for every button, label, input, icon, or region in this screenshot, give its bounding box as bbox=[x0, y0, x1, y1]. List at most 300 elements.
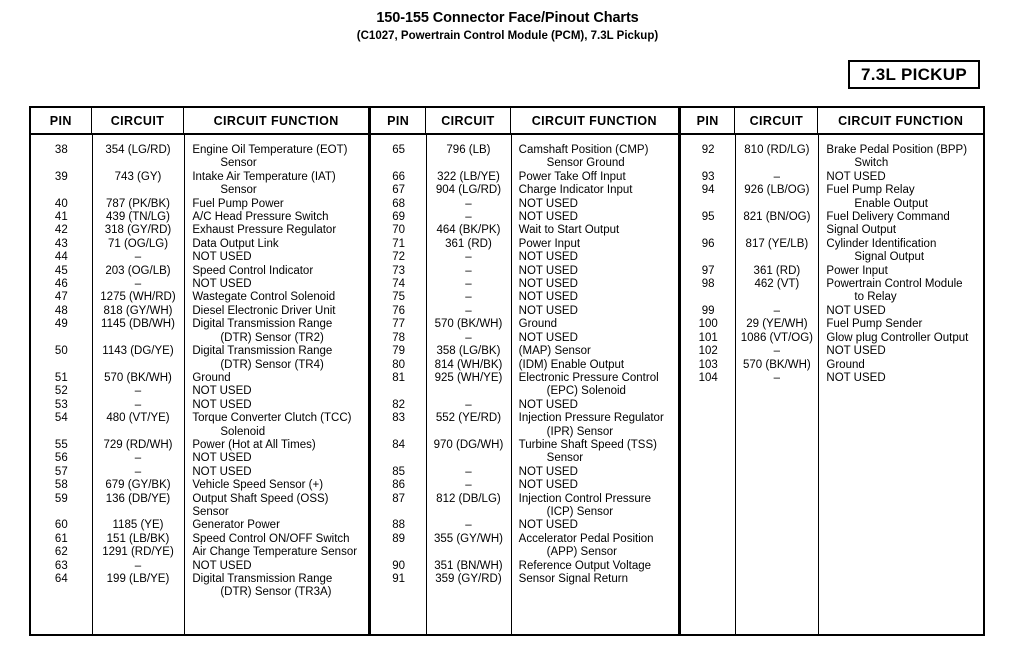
circuit-function-line: Reference Output Voltage bbox=[518, 559, 652, 572]
table-row bbox=[371, 519, 678, 532]
circuit-function bbox=[511, 345, 678, 358]
circuit-function-line: NOT USED bbox=[826, 345, 886, 358]
circuit-code: 818 (GY/WH) bbox=[103, 304, 173, 317]
circuit-function-line: (IDM) Enable Output bbox=[518, 358, 625, 371]
circuit-code: – bbox=[465, 479, 472, 492]
circuit-function bbox=[511, 560, 678, 573]
table-row bbox=[371, 171, 678, 184]
column-header-pin: PIN bbox=[371, 108, 426, 133]
circuit-function bbox=[184, 198, 368, 211]
circuit-code: – bbox=[134, 398, 142, 411]
table-row bbox=[31, 265, 368, 278]
pin-number: 78 bbox=[392, 331, 406, 344]
circuit-code: 1275 (WH/RD) bbox=[100, 291, 176, 304]
circuit-function-line-continued: Enable Output bbox=[854, 197, 928, 210]
pin-number: 92 bbox=[701, 144, 715, 156]
circuit-function-line: Ground bbox=[518, 318, 558, 331]
circuit-function bbox=[184, 573, 368, 600]
pin-number: 54 bbox=[54, 412, 68, 425]
pin-number: 89 bbox=[392, 532, 406, 545]
circuit-function bbox=[511, 399, 678, 412]
circuit-function-line: Data Output Link bbox=[192, 237, 279, 250]
circuit-code: 318 (GY/RD) bbox=[104, 224, 172, 237]
circuit-function bbox=[818, 171, 983, 184]
circuit-function bbox=[184, 251, 368, 264]
circuit-code: 814 (WH/BK) bbox=[434, 358, 503, 371]
table-row bbox=[371, 251, 678, 264]
column-header-function: CIRCUIT FUNCTION bbox=[838, 113, 964, 128]
circuit-code: 29 (YE/WH) bbox=[746, 318, 808, 331]
circuit-code: 679 (GY/BK) bbox=[105, 479, 171, 492]
table-row bbox=[371, 224, 678, 237]
circuit-code: – bbox=[465, 291, 472, 304]
circuit-function-line-continued: Sensor bbox=[220, 157, 257, 170]
pin-number: 98 bbox=[701, 278, 715, 291]
circuit-function-line: (MAP) Sensor bbox=[518, 345, 591, 358]
circuit-function bbox=[184, 466, 368, 479]
pin-number: 59 bbox=[54, 492, 68, 505]
circuit-function-line: Engine Oil Temperature (EOT) bbox=[192, 144, 348, 156]
pin-number: 64 bbox=[54, 573, 68, 585]
circuit-function bbox=[184, 211, 368, 224]
circuit-function-line: NOT USED bbox=[518, 197, 578, 210]
circuit-function-line: NOT USED bbox=[518, 519, 578, 532]
pin-number: 67 bbox=[392, 184, 406, 197]
pin-number: 96 bbox=[701, 237, 715, 250]
pin-number: 53 bbox=[54, 398, 68, 411]
pin-number: 45 bbox=[54, 264, 68, 277]
pin-number: 46 bbox=[54, 278, 68, 291]
circuit-function-line: Speed Control ON/OFF Switch bbox=[192, 532, 350, 545]
circuit-function bbox=[184, 318, 368, 345]
table-row bbox=[31, 412, 368, 439]
circuit-function-line: NOT USED bbox=[518, 479, 578, 492]
pin-number: 76 bbox=[392, 304, 406, 317]
circuit-function-line-continued: Sensor bbox=[546, 452, 584, 465]
circuit-code: 136 (DB/YE) bbox=[105, 492, 171, 505]
circuit-code: – bbox=[465, 398, 472, 411]
circuit-function-line: NOT USED bbox=[192, 452, 252, 465]
document-header bbox=[0, 0, 1015, 44]
table-rows bbox=[31, 135, 368, 634]
circuit-function-line: NOT USED bbox=[192, 251, 252, 264]
pin-number: 83 bbox=[392, 412, 406, 425]
circuit-function bbox=[184, 452, 368, 465]
circuit-code: – bbox=[773, 371, 781, 384]
table-row bbox=[31, 318, 368, 345]
circuit-function-line: NOT USED bbox=[826, 170, 886, 183]
table-row bbox=[31, 493, 368, 520]
circuit-function-line: NOT USED bbox=[192, 385, 252, 398]
circuit-code: 462 (VT) bbox=[754, 278, 800, 291]
circuit-code: 1086 (VT/OG) bbox=[740, 331, 813, 344]
circuit-function bbox=[511, 198, 678, 211]
circuit-code: 480 (VT/YE) bbox=[106, 412, 170, 425]
pin-number: 88 bbox=[392, 519, 406, 532]
circuit-function bbox=[184, 265, 368, 278]
table-row bbox=[681, 278, 983, 305]
pin-number: 51 bbox=[54, 371, 68, 384]
pin-number: 84 bbox=[392, 438, 406, 451]
circuit-code: 1185 (YE) bbox=[112, 519, 164, 532]
circuit-code: 570 (BK/WH) bbox=[743, 358, 811, 371]
circuit-function-line: Injection Control Pressure bbox=[518, 492, 651, 505]
circuit-function bbox=[818, 184, 983, 211]
circuit-code: 355 (GY/WH) bbox=[433, 532, 503, 545]
circuit-code: 810 (RD/LG) bbox=[744, 144, 810, 156]
circuit-function-line: Power (Hot at All Times) bbox=[192, 438, 316, 451]
table-rows bbox=[681, 135, 983, 634]
pin-number: 60 bbox=[54, 519, 68, 532]
circuit-code: 812 (DB/LG) bbox=[436, 492, 501, 505]
table-header-row bbox=[681, 108, 983, 135]
table-row bbox=[31, 291, 368, 304]
table-header-row bbox=[31, 108, 368, 135]
pin-number: 72 bbox=[392, 251, 406, 264]
table-row bbox=[31, 466, 368, 479]
circuit-function-line: Electronic Pressure Control bbox=[518, 371, 659, 384]
circuit-function-line: Torque Converter Clutch (TCC) bbox=[192, 412, 352, 425]
circuit-function bbox=[184, 345, 368, 372]
table-row bbox=[371, 278, 678, 291]
circuit-function bbox=[511, 372, 678, 399]
table-row bbox=[371, 399, 678, 412]
circuit-function-line-continued: Switch bbox=[854, 157, 889, 170]
pin-number: 42 bbox=[54, 224, 68, 237]
circuit-function-line: Glow plug Controller Output bbox=[826, 331, 969, 344]
pinout-table-3 bbox=[679, 106, 985, 636]
circuit-function-line: NOT USED bbox=[192, 559, 252, 572]
circuit-function-line: NOT USED bbox=[518, 264, 578, 277]
circuit-function-line: Intake Air Temperature (IAT) bbox=[192, 170, 336, 183]
table-row bbox=[31, 533, 368, 546]
column-header-pin: PIN bbox=[31, 108, 92, 133]
circuit-function bbox=[511, 533, 678, 560]
table-row bbox=[371, 144, 678, 171]
circuit-function-line: Digital Transmission Range bbox=[192, 573, 333, 585]
pin-number: 66 bbox=[392, 170, 406, 183]
table-row bbox=[371, 211, 678, 224]
circuit-function-line: Injection Pressure Regulator bbox=[518, 412, 664, 425]
circuit-function-line: Digital Transmission Range bbox=[192, 345, 333, 358]
circuit-function bbox=[511, 238, 678, 251]
column-header-circuit: CIRCUIT bbox=[735, 108, 818, 133]
circuit-function bbox=[511, 573, 678, 586]
circuit-function-line-continued: (APP) Sensor bbox=[546, 546, 617, 559]
circuit-function-line: Digital Transmission Range bbox=[192, 318, 333, 331]
circuit-function-line: NOT USED bbox=[518, 291, 578, 304]
table-row bbox=[31, 560, 368, 573]
circuit-code: – bbox=[465, 278, 472, 291]
circuit-function bbox=[184, 493, 368, 520]
pin-number: 77 bbox=[392, 318, 406, 331]
circuit-function-line: Fuel Pump Relay bbox=[826, 184, 915, 197]
pin-number: 101 bbox=[698, 331, 718, 344]
circuit-code: 358 (LG/BK) bbox=[436, 345, 501, 358]
circuit-code: 322 (LB/YE) bbox=[437, 170, 500, 183]
circuit-function bbox=[818, 345, 983, 358]
circuit-function-line: NOT USED bbox=[518, 211, 578, 224]
circuit-code: 359 (GY/RD) bbox=[435, 573, 502, 585]
circuit-function-line-continued: Signal Output bbox=[854, 251, 925, 264]
circuit-function-line: NOT USED bbox=[518, 278, 578, 291]
circuit-function-line: NOT USED bbox=[518, 251, 578, 264]
pinout-tables bbox=[29, 106, 986, 636]
circuit-function bbox=[818, 359, 983, 372]
table-row bbox=[31, 171, 368, 198]
circuit-function bbox=[511, 466, 678, 479]
circuit-function-line: Accelerator Pedal Position bbox=[518, 532, 654, 545]
circuit-function-line: Powertrain Control Module bbox=[826, 278, 963, 291]
circuit-code: – bbox=[134, 465, 142, 478]
circuit-function bbox=[184, 439, 368, 452]
circuit-code: 71 (OG/LG) bbox=[107, 237, 169, 250]
circuit-function bbox=[511, 519, 678, 532]
circuit-code: – bbox=[134, 385, 142, 398]
circuit-function-line: NOT USED bbox=[192, 465, 252, 478]
table-row bbox=[371, 493, 678, 520]
table-row bbox=[681, 332, 983, 345]
circuit-code: 361 (RD) bbox=[445, 237, 492, 250]
circuit-code: – bbox=[465, 211, 472, 224]
table-row bbox=[371, 198, 678, 211]
circuit-code: 464 (BK/PK) bbox=[436, 224, 501, 237]
circuit-function bbox=[184, 144, 368, 171]
pin-number: 90 bbox=[392, 559, 406, 572]
circuit-function-line: NOT USED bbox=[192, 278, 252, 291]
circuit-code: 817 (YE/LB) bbox=[745, 237, 809, 250]
pin-number: 62 bbox=[54, 546, 68, 559]
pin-number: 100 bbox=[698, 318, 718, 331]
circuit-code: 970 (DG/WH) bbox=[433, 438, 504, 451]
circuit-function bbox=[511, 305, 678, 318]
table-body bbox=[681, 135, 983, 634]
pin-number: 75 bbox=[392, 291, 406, 304]
circuit-function-line: Wait to Start Output bbox=[518, 224, 620, 237]
table-row bbox=[681, 359, 983, 372]
pin-number: 48 bbox=[54, 304, 68, 317]
circuit-function bbox=[511, 359, 678, 372]
table-body bbox=[371, 135, 678, 634]
circuit-code: 796 (LB) bbox=[446, 144, 491, 156]
table-row bbox=[31, 385, 368, 398]
circuit-code: 1291 (RD/YE) bbox=[102, 546, 174, 559]
table-row bbox=[371, 359, 678, 372]
circuit-function-line-continued: (EPC) Solenoid bbox=[546, 385, 626, 398]
column-header-function: CIRCUIT FUNCTION bbox=[531, 113, 657, 128]
circuit-function-line: NOT USED bbox=[518, 331, 578, 344]
pin-number: 86 bbox=[392, 479, 406, 492]
circuit-function-line-continued: (DTR) Sensor (TR4) bbox=[220, 358, 324, 371]
pin-number: 73 bbox=[392, 264, 406, 277]
circuit-function-line-continued: (IPR) Sensor bbox=[546, 425, 614, 438]
pin-number: 91 bbox=[392, 573, 406, 585]
circuit-function bbox=[818, 305, 983, 318]
table-row bbox=[31, 305, 368, 318]
table-row bbox=[371, 332, 678, 345]
circuit-function bbox=[818, 372, 983, 385]
pin-number: 44 bbox=[54, 251, 68, 264]
circuit-code: 570 (BK/WH) bbox=[434, 318, 503, 331]
circuit-code: 203 (OG/LB) bbox=[105, 264, 171, 277]
pin-number: 99 bbox=[701, 304, 715, 317]
circuit-code: – bbox=[773, 345, 781, 358]
pin-number: 57 bbox=[54, 465, 68, 478]
circuit-function bbox=[511, 251, 678, 264]
circuit-code: 552 (YE/RD) bbox=[435, 412, 502, 425]
circuit-function-line: Fuel Pump Power bbox=[192, 197, 284, 210]
circuit-function-line: Generator Power bbox=[192, 519, 280, 532]
pin-number: 47 bbox=[54, 291, 68, 304]
circuit-code: – bbox=[773, 170, 781, 183]
table-row bbox=[31, 345, 368, 372]
table-row bbox=[681, 171, 983, 184]
circuit-code: 439 (TN/LG) bbox=[106, 211, 170, 224]
circuit-function-line: NOT USED bbox=[826, 371, 886, 384]
circuit-code: 925 (WH/YE) bbox=[434, 371, 503, 384]
table-row bbox=[681, 184, 983, 211]
circuit-function bbox=[184, 519, 368, 532]
circuit-function-line-continued: Signal Output bbox=[826, 224, 897, 237]
circuit-function-line-continued: Sensor Ground bbox=[546, 157, 625, 170]
pin-number: 40 bbox=[54, 197, 68, 210]
table-row bbox=[681, 211, 983, 238]
circuit-code: 743 (GY) bbox=[114, 170, 162, 183]
page-title: 150-155 Connector Face/Pinout Charts bbox=[376, 10, 639, 26]
circuit-function bbox=[511, 171, 678, 184]
table-header-row bbox=[371, 108, 678, 135]
circuit-function-line-continued: (ICP) Sensor bbox=[546, 505, 614, 518]
table-row bbox=[371, 184, 678, 197]
circuit-function bbox=[511, 318, 678, 331]
circuit-function bbox=[818, 238, 983, 265]
circuit-function bbox=[184, 560, 368, 573]
circuit-function-line: NOT USED bbox=[518, 465, 578, 478]
circuit-function-line: NOT USED bbox=[826, 304, 886, 317]
circuit-code: 199 (LB/YE) bbox=[106, 573, 170, 585]
circuit-function bbox=[511, 278, 678, 291]
circuit-function-line: Camshaft Position (CMP) bbox=[518, 144, 649, 156]
table-row bbox=[31, 238, 368, 251]
circuit-function-line: Cylinder Identification bbox=[826, 237, 937, 250]
circuit-function bbox=[511, 412, 678, 439]
pin-number: 41 bbox=[54, 211, 68, 224]
circuit-function-line: A/C Head Pressure Switch bbox=[192, 211, 329, 224]
circuit-code: – bbox=[465, 519, 472, 532]
circuit-function bbox=[511, 291, 678, 304]
pin-number: 63 bbox=[54, 559, 68, 572]
table-row bbox=[371, 466, 678, 479]
circuit-function bbox=[184, 291, 368, 304]
circuit-code: – bbox=[465, 331, 472, 344]
circuit-function bbox=[184, 171, 368, 198]
circuit-code: – bbox=[134, 278, 142, 291]
table-row bbox=[31, 278, 368, 291]
pin-number: 85 bbox=[392, 465, 406, 478]
pin-number: 97 bbox=[701, 264, 715, 277]
circuit-function-line-continued: (DTR) Sensor (TR2) bbox=[220, 331, 324, 344]
table-body bbox=[31, 135, 368, 634]
circuit-function bbox=[818, 211, 983, 238]
circuit-function bbox=[184, 224, 368, 237]
circuit-function bbox=[184, 479, 368, 492]
table-row bbox=[681, 372, 983, 385]
circuit-function-line-continued: to Relay bbox=[854, 291, 897, 304]
circuit-function bbox=[511, 439, 678, 466]
circuit-code: – bbox=[134, 251, 142, 264]
circuit-function-line: Speed Control Indicator bbox=[192, 264, 314, 277]
circuit-code: – bbox=[465, 197, 472, 210]
circuit-function-line: NOT USED bbox=[518, 304, 578, 317]
page-subtitle: (C1027, Powertrain Control Module (PCM), 7.3L Pickup) bbox=[356, 30, 659, 43]
circuit-function-line: Wastegate Control Solenoid bbox=[192, 291, 336, 304]
pin-number: 87 bbox=[392, 492, 406, 505]
circuit-function bbox=[184, 546, 368, 559]
circuit-code: – bbox=[134, 452, 142, 465]
table-row bbox=[31, 251, 368, 264]
column-header-function: CIRCUIT FUNCTION bbox=[213, 113, 339, 128]
circuit-function-line-continued: Solenoid bbox=[220, 425, 266, 438]
circuit-function-line: Ground bbox=[192, 371, 231, 384]
circuit-code: 351 (BN/WH) bbox=[434, 559, 503, 572]
engine-variant-badge: 7.3L PICKUP bbox=[848, 60, 980, 89]
circuit-function-line-continued: Sensor bbox=[192, 505, 229, 518]
circuit-code: – bbox=[465, 304, 472, 317]
circuit-function-line: Brake Pedal Position (BPP) bbox=[826, 144, 968, 156]
table-row bbox=[681, 265, 983, 278]
pin-number: 103 bbox=[698, 358, 718, 371]
pin-number: 70 bbox=[392, 224, 406, 237]
circuit-function-line: Sensor Signal Return bbox=[518, 573, 628, 585]
pin-number: 71 bbox=[392, 237, 406, 250]
pin-number: 93 bbox=[701, 170, 715, 183]
circuit-code: 151 (LB/BK) bbox=[106, 532, 170, 545]
circuit-function bbox=[511, 332, 678, 345]
circuit-function-line: Air Change Temperature Sensor bbox=[192, 546, 358, 559]
circuit-function bbox=[511, 265, 678, 278]
circuit-function bbox=[184, 305, 368, 318]
pin-number: 79 bbox=[392, 345, 406, 358]
circuit-function bbox=[184, 372, 368, 385]
circuit-function-line: Charge Indicator Input bbox=[518, 184, 633, 197]
table-row bbox=[371, 479, 678, 492]
circuit-function bbox=[184, 278, 368, 291]
table-row bbox=[31, 224, 368, 237]
circuit-code: 361 (RD) bbox=[753, 264, 801, 277]
circuit-code: – bbox=[465, 264, 472, 277]
column-header-circuit: CIRCUIT bbox=[92, 108, 185, 133]
table-row bbox=[371, 238, 678, 251]
column-header-circuit: CIRCUIT bbox=[426, 108, 510, 133]
circuit-function-line: Power Input bbox=[826, 264, 888, 277]
circuit-function bbox=[511, 144, 678, 171]
table-row bbox=[31, 479, 368, 492]
table-row bbox=[681, 144, 983, 171]
circuit-code: 354 (LG/RD) bbox=[105, 144, 171, 156]
circuit-function-line: NOT USED bbox=[192, 398, 252, 411]
pin-number: 58 bbox=[54, 479, 68, 492]
pin-number: 94 bbox=[701, 184, 715, 197]
column-header-pin: PIN bbox=[681, 108, 735, 133]
circuit-function-line: Turbine Shaft Speed (TSS) bbox=[518, 438, 657, 451]
circuit-code: – bbox=[773, 304, 781, 317]
circuit-function bbox=[818, 278, 983, 305]
table-row bbox=[371, 345, 678, 358]
table-row bbox=[371, 439, 678, 466]
circuit-function bbox=[184, 399, 368, 412]
circuit-function bbox=[184, 412, 368, 439]
table-row bbox=[31, 144, 368, 171]
